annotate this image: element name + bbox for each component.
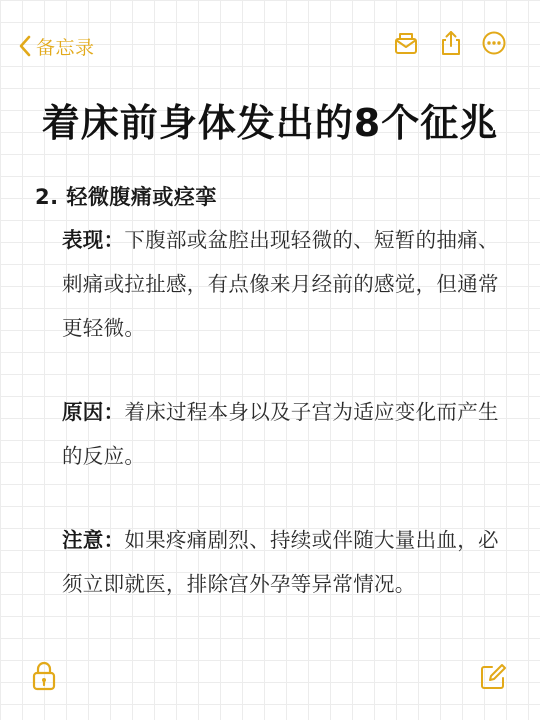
paragraph-label: 原因： — [62, 400, 125, 424]
paragraph-text: 着床过程本身以及子宫为适应变化而产生的反应。 — [62, 400, 499, 468]
more-icon — [481, 30, 507, 60]
paragraph-cause — [62, 390, 502, 478]
back-button-label: 备忘录 — [36, 36, 95, 59]
lock-button[interactable] — [30, 660, 58, 692]
lock-icon — [30, 677, 58, 696]
more-button[interactable] — [479, 30, 509, 60]
note-title: 着床前身体发出的8个征兆 — [41, 101, 499, 145]
paragraph-caution — [62, 518, 502, 606]
share-button[interactable] — [436, 30, 466, 60]
envelope-icon — [393, 30, 419, 60]
chevron-left-icon — [18, 34, 32, 58]
compose-icon — [478, 677, 508, 696]
paragraph-symptom — [62, 218, 502, 350]
top-navigation-bar — [0, 0, 540, 90]
back-button[interactable] — [18, 32, 95, 60]
paragraph-text: 下腹部或盆腔出现轻微的、短暂的抽痛、刺痛或拉扯感，有点像来月经前的感觉，但通常更轻微。 — [62, 228, 499, 340]
paragraph-text: 如果疼痛剧烈、持续或伴随大量出血，必须立即就医，排除宫外孕等异常情况。 — [62, 528, 499, 596]
paragraph-label: 注意： — [62, 528, 125, 552]
share-icon — [438, 29, 464, 61]
paragraph-label: 表现： — [62, 228, 125, 252]
compose-button[interactable] — [478, 662, 508, 692]
envelope-button[interactable] — [391, 30, 421, 60]
section-heading: 2. 轻微腹痛或痉挛 — [35, 185, 217, 209]
